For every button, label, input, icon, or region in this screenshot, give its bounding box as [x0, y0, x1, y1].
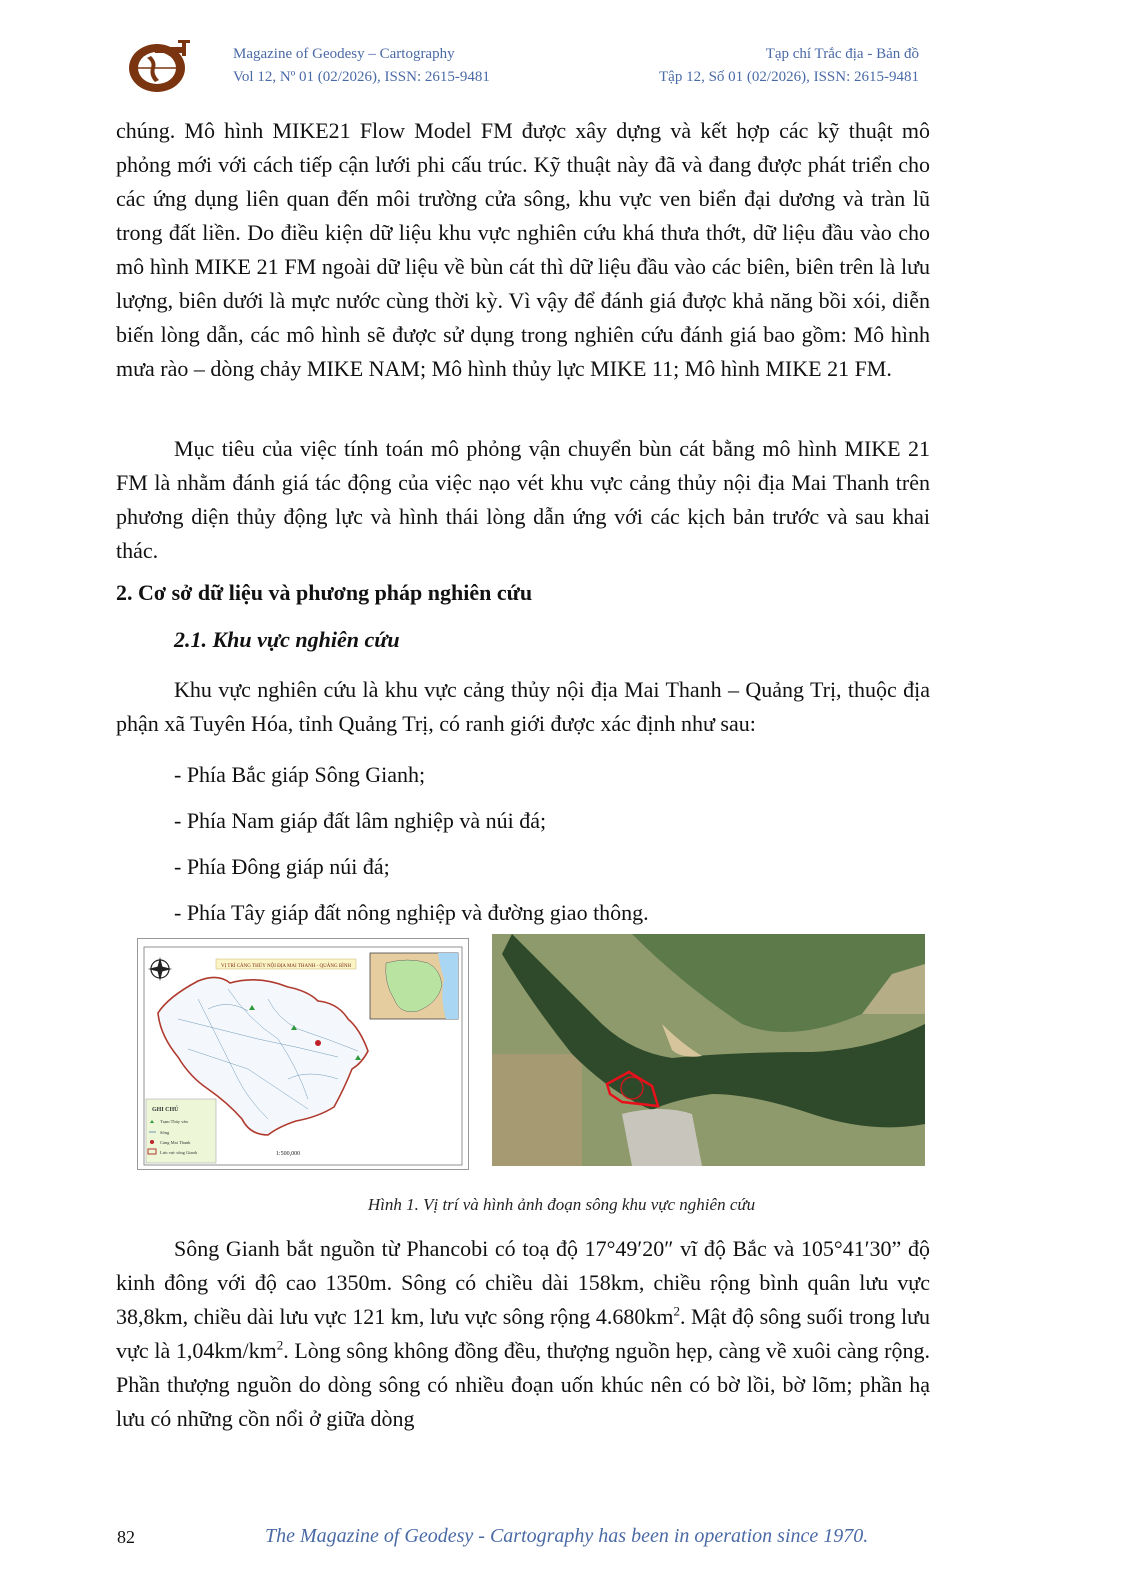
list-item: - Phía Bắc giáp Sông Gianh; — [174, 762, 426, 787]
superscript: 2 — [276, 1337, 284, 1353]
legend-item: Lưu vực sông Gianh — [160, 1150, 197, 1155]
paragraph-4 — [116, 1232, 930, 1436]
port-marker-icon — [315, 1040, 321, 1046]
port-site — [622, 1109, 702, 1166]
satellite-image-graphic — [492, 934, 925, 1166]
journal-logo — [127, 38, 195, 94]
header-left — [233, 43, 490, 89]
superscript: 2 — [673, 1303, 680, 1319]
figure-caption: Hình 1. Vị trí và hình ảnh đoạn sông khu vực nghiên cứu — [367, 1195, 756, 1214]
legend-item: Sông — [160, 1130, 170, 1135]
list-item: - Phía Nam giáp đất lâm nghiệp và núi đá; — [174, 808, 547, 833]
map-title: VỊ TRÍ CẢNG THỦY NỘI ĐỊA MAI THANH - QUẢNG BÌNH — [220, 964, 352, 969]
list-item: - Phía Đông giáp núi đá; — [174, 854, 390, 879]
legend-item: Trạm Thủy văn — [160, 1119, 188, 1124]
map-legend — [146, 1099, 216, 1163]
subsection-heading: 2.1. Khu vực nghiên cứu — [174, 627, 400, 652]
location-map-graphic — [138, 939, 468, 1169]
paragraph-3 — [116, 673, 930, 741]
journal-volume-vi: Tập 12, Số 01 (02/2026), ISSN: 2615-9481 — [659, 69, 919, 85]
journal-name-en: Magazine of Geodesy – Cartography — [233, 46, 455, 62]
page-number: 82 — [117, 1527, 135, 1547]
list-item: - Phía Tây giáp đất nông nghiệp và đường giao thông. — [174, 900, 649, 925]
legend-item: Cảng Mai Thanh — [160, 1140, 191, 1145]
paragraph-2-text: Mục tiêu của việc tính toán mô phỏng vận chuyển bùn cát bằng mô hình MIKE 21 FM là nhằm đánh giá tác động của việc nạo vét khu vực cảng thủy nội địa Mai Thanh trên phương diện thủy động lực và hình thái lòng dẫn ứng với các kịch bản trước và sau khai thác. — [116, 436, 930, 563]
paragraph-1 — [116, 114, 930, 386]
journal-name-vi: Tạp chí Trắc địa - Bản đồ — [765, 46, 919, 62]
paragraph-4-part-b: . Mật độ sông suối trong lưu vực là 1,04km/km — [116, 1304, 930, 1363]
satellite-image — [492, 934, 925, 1166]
legend-title: GHI CHÚ — [152, 1107, 179, 1113]
paragraph-4-text — [116, 1232, 930, 1436]
journal-volume-en: Vol 12, Nº 01 (02/2026), ISSN: 2615-9481 — [233, 69, 490, 85]
paragraph-4-part-c: . Lòng sông không đồng đều, thượng nguồn hẹp, càng về xuôi càng rộng. Phần thượng nguồn do dòng sông có nhiều đoạn uốn khúc nên có bờ lồi, bờ lõm; phần hạ lưu có những cồn nổi ở giữa dòng — [116, 1338, 930, 1431]
boundary-list — [174, 752, 649, 936]
journal-logo-icon — [127, 38, 195, 94]
paragraph-3-text: Khu vực nghiên cứu là khu vực cảng thủy nội địa Mai Thanh – Quảng Trị, thuộc địa phận xã Tuyên Hóa, tỉnh Quảng Trị, có ranh giới được xác định như sau: — [116, 677, 930, 736]
map-scale: 1:500,000 — [275, 1151, 301, 1157]
location-map — [137, 938, 469, 1170]
paragraph-1-text: chúng. Mô hình MIKE21 Flow Model FM được xây dựng và kết hợp các kỹ thuật mô phỏng mới với cách tiếp cận lưới phi cấu trúc. Kỹ thuật này đã và đang được phát triển cho các ứng dụng liên quan đến môi trường cửa sông, khu vực ven biển đại dương và tràn lũ trong đất liền. Do điều kiện dữ liệu khu vực nghiên cứu khá thưa thớt, dữ liệu đầu vào cho mô hình MIKE 21 FM ngoài dữ liệu về bùn cát thì dữ liệu đầu vào các biên, biên trên là lưu lượng, biên dưới là mực nước cùng thời kỳ. Vì vậy để đánh giá được khả năng bồi xói, diễn biến lòng dẫn, các mô hình sẽ được sử dụng trong nghiên cứu đánh giá bao gồm: Mô hình mưa rào – dòng chảy MIKE NAM; Mô hình thủy lực MIKE 11; Mô hình MIKE 21 FM. — [116, 118, 930, 381]
inset-map — [370, 953, 458, 1019]
footer-tagline: The Magazine of Geodesy - Cartography has been in operation since 1970. — [265, 1525, 869, 1547]
paragraph-4-part-a: Sông Gianh bắt nguồn từ Phancobi có toạ độ 17°49′20″ vĩ độ Bắc và 105°41′30” độ kinh đông với độ cao 1350m. Sông có chiều dài 158km, chiều rộng bình quân lưu vực 38,8km, chiều dài lưu vực 121 km, lưu vực sông rộng 4.680km — [116, 1236, 930, 1329]
paragraph-2 — [116, 432, 930, 568]
section-heading: 2. Cơ sở dữ liệu và phương pháp nghiên cứu — [116, 580, 533, 605]
header-right — [659, 43, 919, 89]
